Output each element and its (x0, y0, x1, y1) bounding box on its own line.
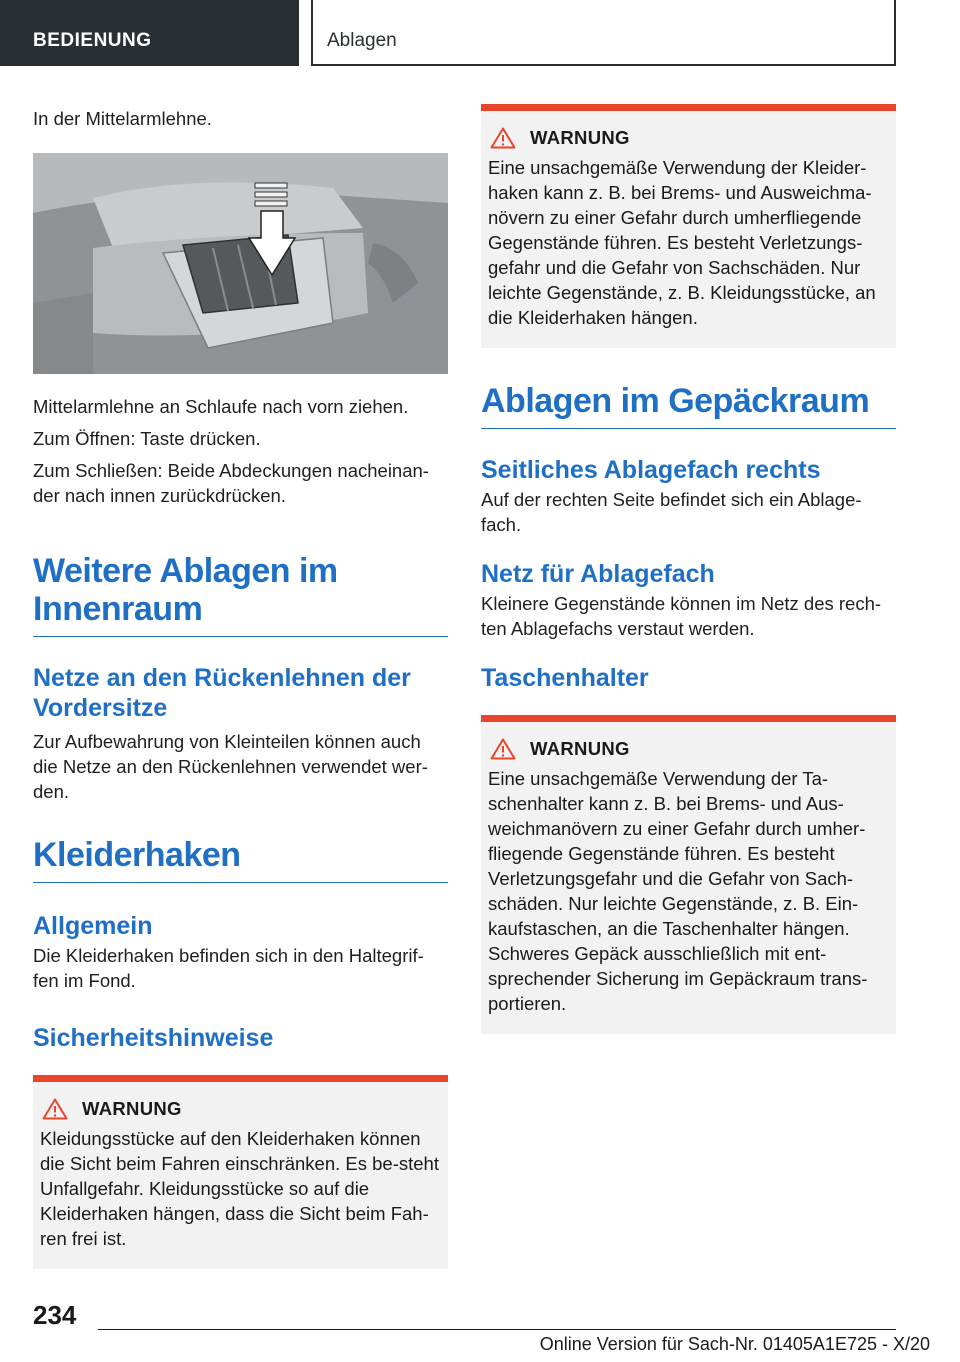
intro-text: In der Mittelarmlehne. (33, 108, 212, 129)
warning-triangle-icon (490, 738, 516, 760)
warning-label: WARNUNG (82, 1098, 182, 1119)
footer-divider (98, 1329, 896, 1330)
seitlich-text: Auf der rechten Seite befindet sich ein Ablage-fach. (481, 489, 862, 535)
warning-text: Eine unsachgemäße Verwendung der Kleider-haken kann z. B. bei Brems- und Ausweichma-növern zu einer Gefahr durch umherfliegende Gegenstände führen. Es besteht Verletzungs-gefahr und die Gefahr von Sachschäden. Nur leichte Gegenstände, z. B. Kleidungsstücke, an die Kleiderhaken hängen. (488, 157, 876, 328)
netze-text: Zur Aufbewahrung von Kleinteilen können auch die Netze an den Rückenlehnen verwendet wer-den. (33, 731, 428, 802)
heading-taschenhalter: Taschenhalter (481, 664, 649, 692)
netz-text: Kleinere Gegenstände können im Netz des rech-ten Ablagefachs verstaut werden. (481, 593, 882, 639)
heading-kleiderhaken: Kleiderhaken (33, 836, 448, 883)
warning-box-3 (481, 715, 896, 1034)
armrest-illustration (33, 153, 448, 374)
warning-box-1 (33, 1075, 448, 1269)
warning-text: Kleidungsstücke auf den Kleiderhaken können die Sicht beim Fahren einschränken. Es be-steht Unfallgefahr. Kleidungsstücke so auf die Kleiderhaken hängen, dass die Sicht beim Fah-ren frei ist. (40, 1128, 439, 1249)
warning-text: Eine unsachgemäße Verwendung der Ta-schenhalter kann z. B. bei Brems- und Aus-weichmanövern zu einer Gefahr durch umher-fliegende Gegenstände führen. Es besteht Verletzungsgefahr und die Gefahr von Sach-schäden. Nur leichte Gegenstände, z. B. Ein-kaufstaschen, an die Taschenhalter hängen. Schweres Gepäck ausschließlich mit ent-sprechender Sicherung im Gepäckraum trans-portieren. (488, 768, 868, 1014)
armrest-drawing (33, 153, 448, 374)
heading-netze: Netze an den Rückenlehnen der Vordersitze (33, 664, 411, 722)
right-column (481, 104, 896, 1034)
page-number: 234 (33, 1300, 77, 1330)
allgemein-text: Die Kleiderhaken befinden sich in den Haltegrif-fen im Fond. (33, 945, 424, 991)
section-label: BEDIENUNG (0, 0, 299, 66)
heading-gepaeckraum: Ablagen im Gepäckraum (481, 382, 896, 429)
heading-netz-ablagefach: Netz für Ablagefach (481, 560, 715, 588)
heading-sicherheitshinweise: Sicherheitshinweise (33, 1024, 274, 1052)
chapter-label: Ablagen (311, 0, 896, 66)
step-2: Zum Öffnen: Taste drücken. (33, 428, 261, 449)
left-column (33, 104, 448, 1269)
warning-box-2 (481, 104, 896, 348)
step-3: Zum Schließen: Beide Abdeckungen nacheinan-der nach innen zurückdrücken. (33, 460, 429, 506)
online-version-text: Online Version für Sach-Nr. 01405A1E725 - X/20 (539, 1334, 930, 1354)
warning-header (40, 1098, 441, 1120)
warning-header (488, 738, 889, 760)
warning-triangle-icon (42, 1098, 68, 1120)
page-header (0, 0, 960, 66)
step-1: Mittelarmlehne an Schlaufe nach vorn ziehen. (33, 396, 409, 417)
heading-allgemein: Allgemein (33, 912, 153, 940)
heading-seitliches-ablagefach: Seitliches Ablagefach rechts (481, 456, 821, 484)
warning-header (488, 127, 889, 149)
warning-label: WARNUNG (530, 738, 630, 759)
warning-label: WARNUNG (530, 127, 630, 148)
warning-triangle-icon (490, 127, 516, 149)
heading-weitere-ablagen: Weitere Ablagen im Innenraum (33, 552, 448, 637)
